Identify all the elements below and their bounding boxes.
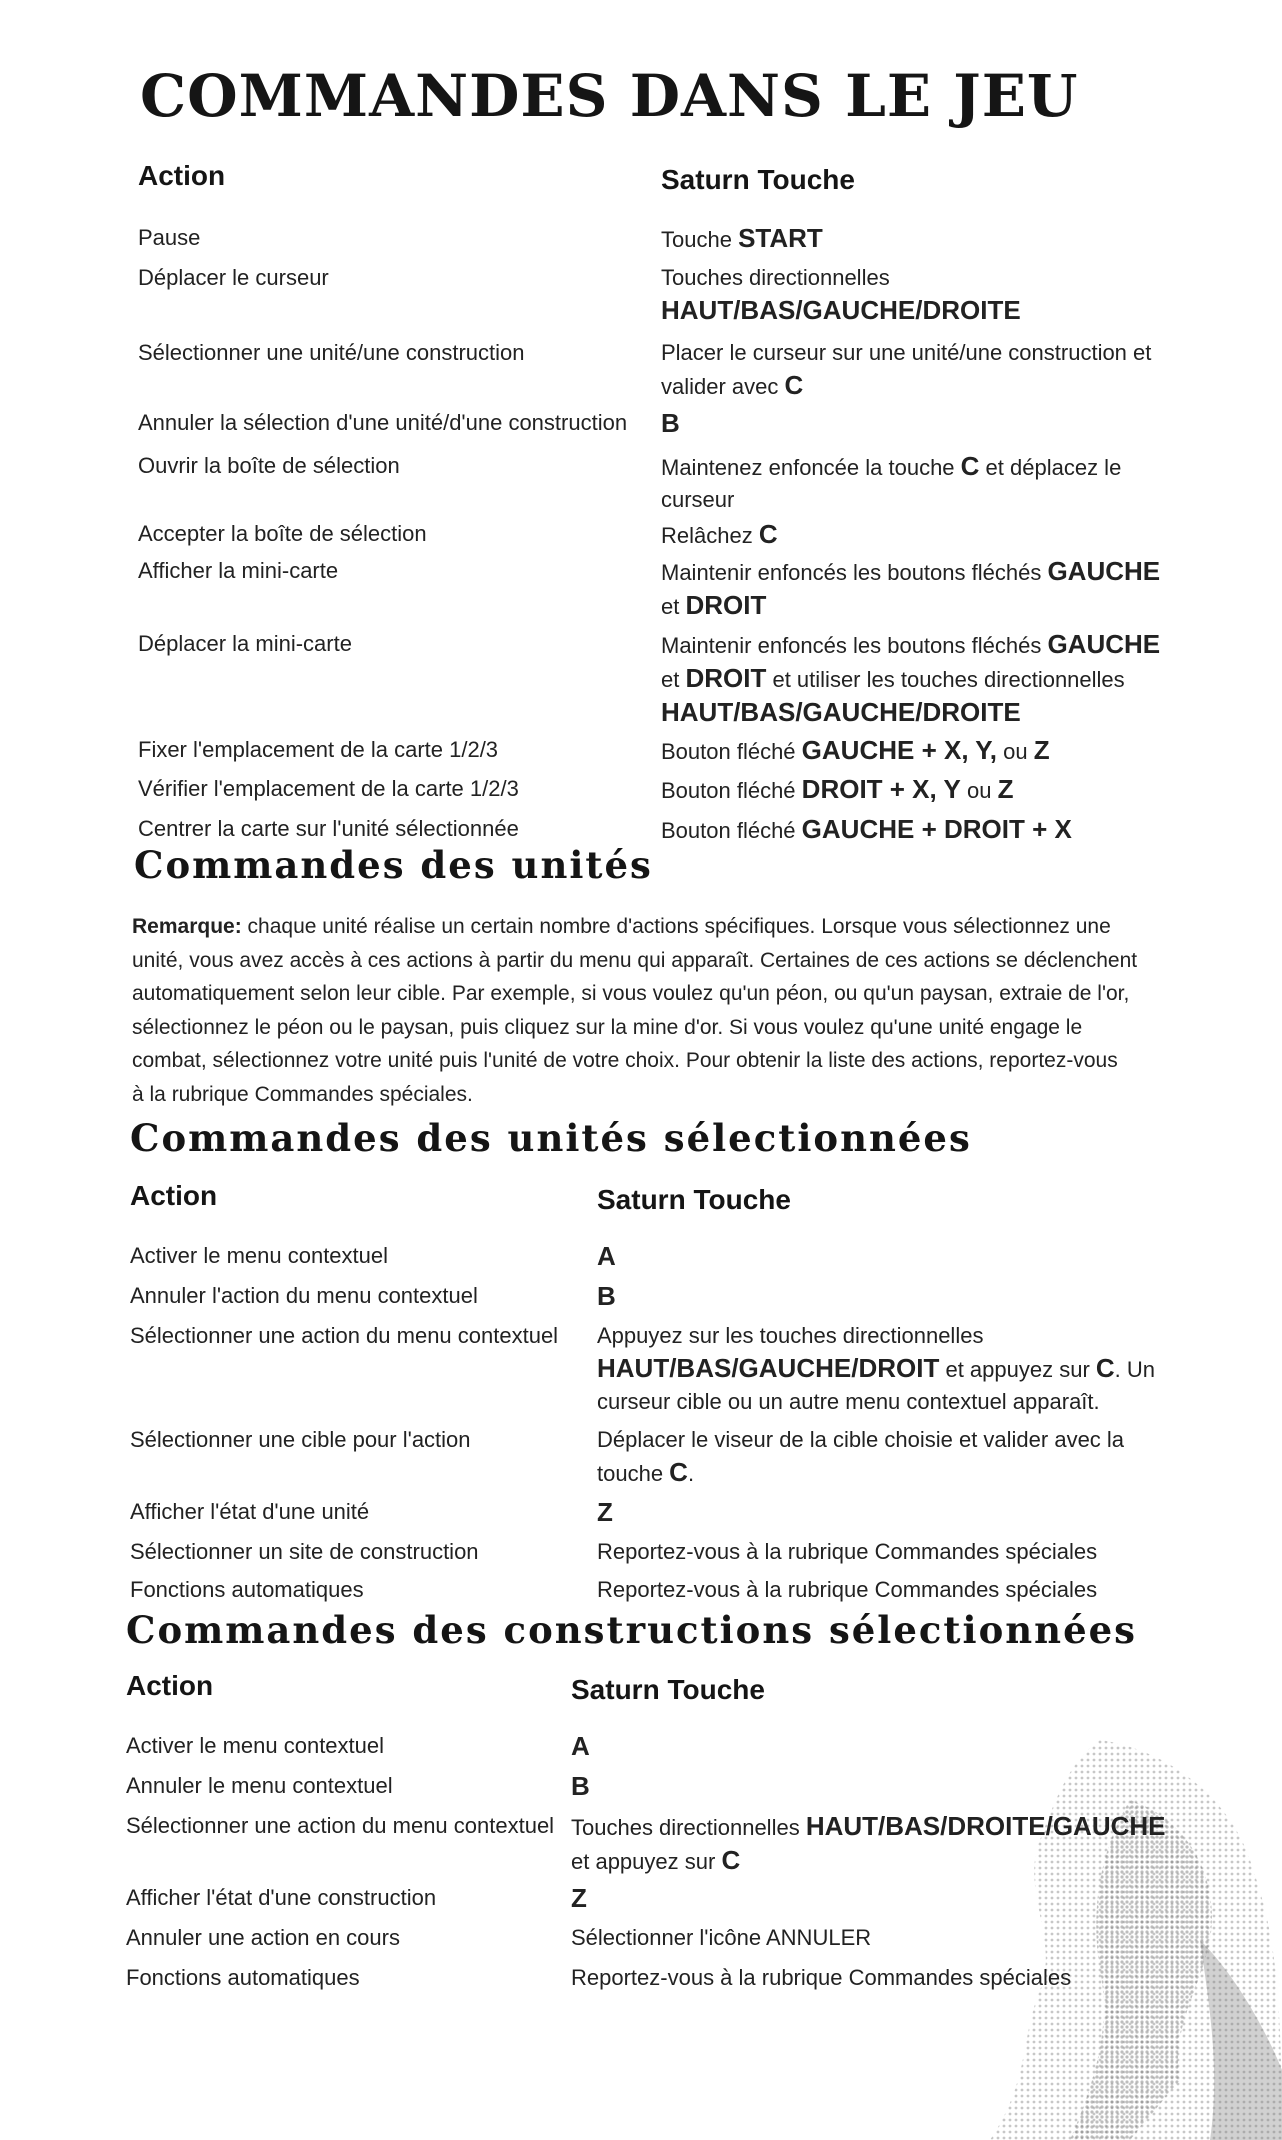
key-description: [661, 337, 1151, 403]
key-text: Reportez-vous à la rubrique Commandes spéciales: [597, 1539, 1098, 1564]
key-name: C: [1095, 1353, 1115, 1383]
key-description: [661, 518, 778, 552]
key-name: DROIT + X, Y: [801, 774, 961, 804]
key-text: Déplacer le viseur de la cible choisie et valider avec la: [597, 1427, 1125, 1452]
column-header-action: Action: [126, 1670, 214, 1701]
key-text: et: [661, 667, 686, 692]
note-line: automatiquement selon leur cible. Par exemple, si vous voulez qu'un péon, ou qu'un paysan, extraie de l'or,: [132, 982, 1130, 1005]
key-line: [661, 628, 1160, 662]
key-description: [661, 628, 1160, 730]
key-line: [571, 1730, 590, 1764]
key-text: curseur cible ou un autre menu contextuel apparaît.: [597, 1389, 1100, 1414]
key-line: [597, 1424, 1124, 1456]
key-description: [597, 1320, 1155, 1418]
action-label: Annuler le menu contextuel: [126, 1773, 393, 1798]
key-name: HAUT/BAS/DROITE/GAUCHE: [805, 1811, 1166, 1841]
column-header-action: Action: [130, 1180, 218, 1211]
column-header-key: Saturn Touche: [597, 1184, 791, 1215]
key-name: C: [721, 1845, 741, 1875]
action-label: Fonctions automatiques: [126, 1965, 360, 1990]
key-description: [597, 1536, 1097, 1568]
key-name: C: [669, 1457, 688, 1487]
key-line: [597, 1352, 1155, 1386]
key-text: Appuyez sur les touches directionnelles: [597, 1323, 984, 1348]
key-description: [571, 1922, 871, 1954]
note-line: combat, sélectionnez votre unité puis l'unité de votre choix. Pour obtenir la liste des actions, reportez-vous: [132, 1049, 1118, 1072]
key-name: HAUT/BAS/GAUCHE/DROITE: [661, 697, 1021, 727]
column-header-key: Saturn Touche: [661, 164, 855, 195]
key-name: HAUT/BAS/GAUCHE/DROIT: [597, 1353, 940, 1383]
action-label: Sélectionner une cible pour l'action: [130, 1427, 471, 1452]
action-label: Pause: [138, 225, 201, 250]
key-line: [571, 1844, 1165, 1878]
key-line: [661, 734, 1050, 768]
key-text: Placer le curseur sur une unité/une construction et: [661, 340, 1152, 365]
key-line: [661, 407, 680, 441]
key-text: Touches directionnelles: [571, 1815, 806, 1840]
key-name: B: [597, 1281, 616, 1311]
key-description: [571, 1882, 587, 1916]
action-label: Vérifier l'emplacement de la carte 1/2/3: [138, 776, 519, 801]
key-description: [597, 1280, 616, 1314]
key-text: . Un: [1114, 1357, 1156, 1382]
action-label: Déplacer la mini-carte: [138, 631, 352, 656]
action-label: Sélectionner un site de construction: [130, 1539, 479, 1564]
key-line: [661, 813, 1072, 847]
action-label: Annuler l'action du menu contextuel: [130, 1283, 478, 1308]
key-text: Maintenir enfoncés les boutons fléchés: [661, 633, 1048, 658]
key-line: [571, 1882, 587, 1916]
action-label: Afficher l'état d'une unité: [130, 1499, 370, 1524]
key-text: et appuyez sur: [939, 1357, 1096, 1382]
key-line: [597, 1574, 1097, 1606]
key-line: [597, 1240, 616, 1274]
action-label: Sélectionner une action du menu contextuel: [126, 1813, 555, 1838]
key-text: et: [661, 594, 686, 619]
action-label: Sélectionner une action du menu contextuel: [130, 1323, 559, 1348]
action-label: Activer le menu contextuel: [126, 1733, 385, 1758]
key-line: [661, 773, 1013, 807]
key-text: ou: [960, 778, 998, 803]
key-line: [661, 369, 1151, 403]
action-label: Fixer l'emplacement de la carte 1/2/3: [138, 737, 499, 762]
action-label: Déplacer le curseur: [138, 265, 329, 290]
action-label: Fonctions automatiques: [130, 1577, 364, 1602]
key-description: [597, 1574, 1097, 1606]
selected-buildings-title: Commandes des constructions sélectionnées: [126, 1608, 1137, 1652]
key-line: [571, 1770, 590, 1804]
key-name: Z: [997, 774, 1014, 804]
key-description: [661, 773, 1013, 807]
key-text: curseur: [661, 487, 735, 512]
key-line: [661, 450, 1121, 484]
note-line: Remarque: chaque unité réalise un certain nombre d'actions spécifiques. Lorsque vous sélectionnez une: [132, 915, 1111, 938]
key-text: Bouton fléché: [661, 739, 802, 764]
action-label: Ouvrir la boîte de sélection: [138, 453, 400, 478]
action-label: Afficher la mini-carte: [138, 558, 339, 583]
key-line: [571, 1922, 871, 1954]
key-name: GAUCHE + DROIT + X: [801, 814, 1072, 844]
key-line: [661, 337, 1151, 369]
key-name: C: [784, 370, 804, 400]
page-title: COMMANDES DANS LE JEU: [140, 62, 1079, 130]
key-name: GAUCHE: [1047, 629, 1161, 659]
key-line: [661, 294, 1021, 328]
key-description: [571, 1810, 1165, 1878]
note-line: unité, vous avez accès à ces actions à partir du menu qui apparaît. Certaines de ces actions se déclenchent: [132, 948, 1138, 972]
key-name: HAUT/BAS/GAUCHE/DROITE: [661, 295, 1021, 325]
key-line: [661, 662, 1160, 696]
key-line: [661, 518, 778, 552]
key-text: Bouton fléché: [661, 818, 802, 843]
key-text: Touche: [661, 227, 739, 252]
key-name: DROIT: [685, 663, 767, 693]
key-name: C: [758, 519, 778, 549]
key-line: [571, 1810, 1165, 1844]
note-line: sélectionnez le péon ou le paysan, puis cliquez sur la mine d'or. Si vous voulez qu'une unité engage le: [132, 1015, 1083, 1039]
key-name: Z: [597, 1497, 613, 1527]
key-name: DROIT: [685, 590, 767, 620]
key-text: ou: [996, 739, 1034, 764]
action-label: Sélectionner une unité/une construction: [138, 340, 525, 365]
action-label: Annuler une action en cours: [126, 1925, 400, 1950]
character-illustration: [870, 1740, 1282, 2140]
key-description: [597, 1496, 613, 1530]
key-line: [661, 262, 1021, 294]
key-description: [661, 450, 1121, 516]
key-description: [571, 1730, 590, 1764]
key-line: [571, 1962, 1071, 1994]
column-header-action: Action: [138, 160, 226, 191]
key-text: Reportez-vous à la rubrique Commandes spéciales: [571, 1965, 1072, 1990]
key-line: [597, 1496, 613, 1530]
note-line: à la rubrique Commandes spéciales.: [132, 1082, 473, 1106]
key-text: Touches directionnelles: [661, 265, 890, 290]
key-text: et déplacez le: [979, 455, 1122, 480]
action-label: Annuler la sélection d'une unité/d'une construction: [138, 410, 628, 435]
selected-units-title: Commandes des unités sélectionnées: [130, 1116, 972, 1160]
key-name: Z: [1033, 735, 1050, 765]
key-name: GAUCHE + X, Y,: [801, 735, 997, 765]
action-label: Activer le menu contextuel: [130, 1243, 389, 1268]
key-description: [571, 1770, 590, 1804]
key-text: valider avec: [661, 374, 785, 399]
key-text: Sélectionner l'icône ANNULER: [571, 1925, 872, 1950]
key-description: [661, 262, 1021, 328]
action-label: Centrer la carte sur l'unité sélectionnée: [138, 816, 519, 841]
key-description: [661, 813, 1072, 847]
key-text: Maintenez enfoncée la touche: [661, 455, 961, 480]
key-text: et utiliser les touches directionnelles: [766, 667, 1125, 692]
key-line: [597, 1280, 616, 1314]
key-text: Relâchez: [661, 523, 759, 548]
key-line: [661, 484, 1121, 516]
key-name: C: [960, 451, 980, 481]
key-name: GAUCHE: [1047, 556, 1161, 586]
key-line: [661, 589, 1160, 623]
key-description: [661, 734, 1050, 768]
key-text: .: [687, 1461, 695, 1486]
action-label: Accepter la boîte de sélection: [138, 521, 427, 546]
key-name: START: [738, 223, 823, 253]
key-line: [597, 1386, 1155, 1418]
key-description: [661, 407, 680, 441]
key-text: Bouton fléché: [661, 778, 802, 803]
key-description: [597, 1240, 616, 1274]
units-note: [132, 910, 1152, 1111]
key-name: A: [571, 1731, 590, 1761]
key-description: [661, 555, 1160, 623]
key-text: Reportez-vous à la rubrique Commandes spéciales: [597, 1577, 1098, 1602]
key-description: [597, 1424, 1124, 1490]
key-description: [571, 1962, 1071, 1994]
key-line: [661, 696, 1160, 730]
key-line: [597, 1320, 1155, 1352]
key-text: et appuyez sur: [571, 1849, 722, 1874]
units-commands-title: Commandes des unités: [134, 843, 653, 887]
action-label: Afficher l'état d'une construction: [126, 1885, 437, 1910]
key-line: [597, 1536, 1097, 1568]
key-name: A: [597, 1241, 616, 1271]
key-name: B: [571, 1771, 590, 1801]
key-line: [661, 555, 1160, 589]
key-text: touche: [597, 1461, 670, 1486]
note-label: Remarque:: [132, 915, 242, 938]
key-name: Z: [571, 1883, 587, 1913]
key-text: Maintenir enfoncés les boutons fléchés: [661, 560, 1048, 585]
key-line: [597, 1456, 1124, 1490]
key-name: B: [661, 408, 680, 438]
column-header-key: Saturn Touche: [571, 1674, 765, 1705]
key-line: [661, 222, 823, 256]
key-description: [661, 222, 823, 256]
